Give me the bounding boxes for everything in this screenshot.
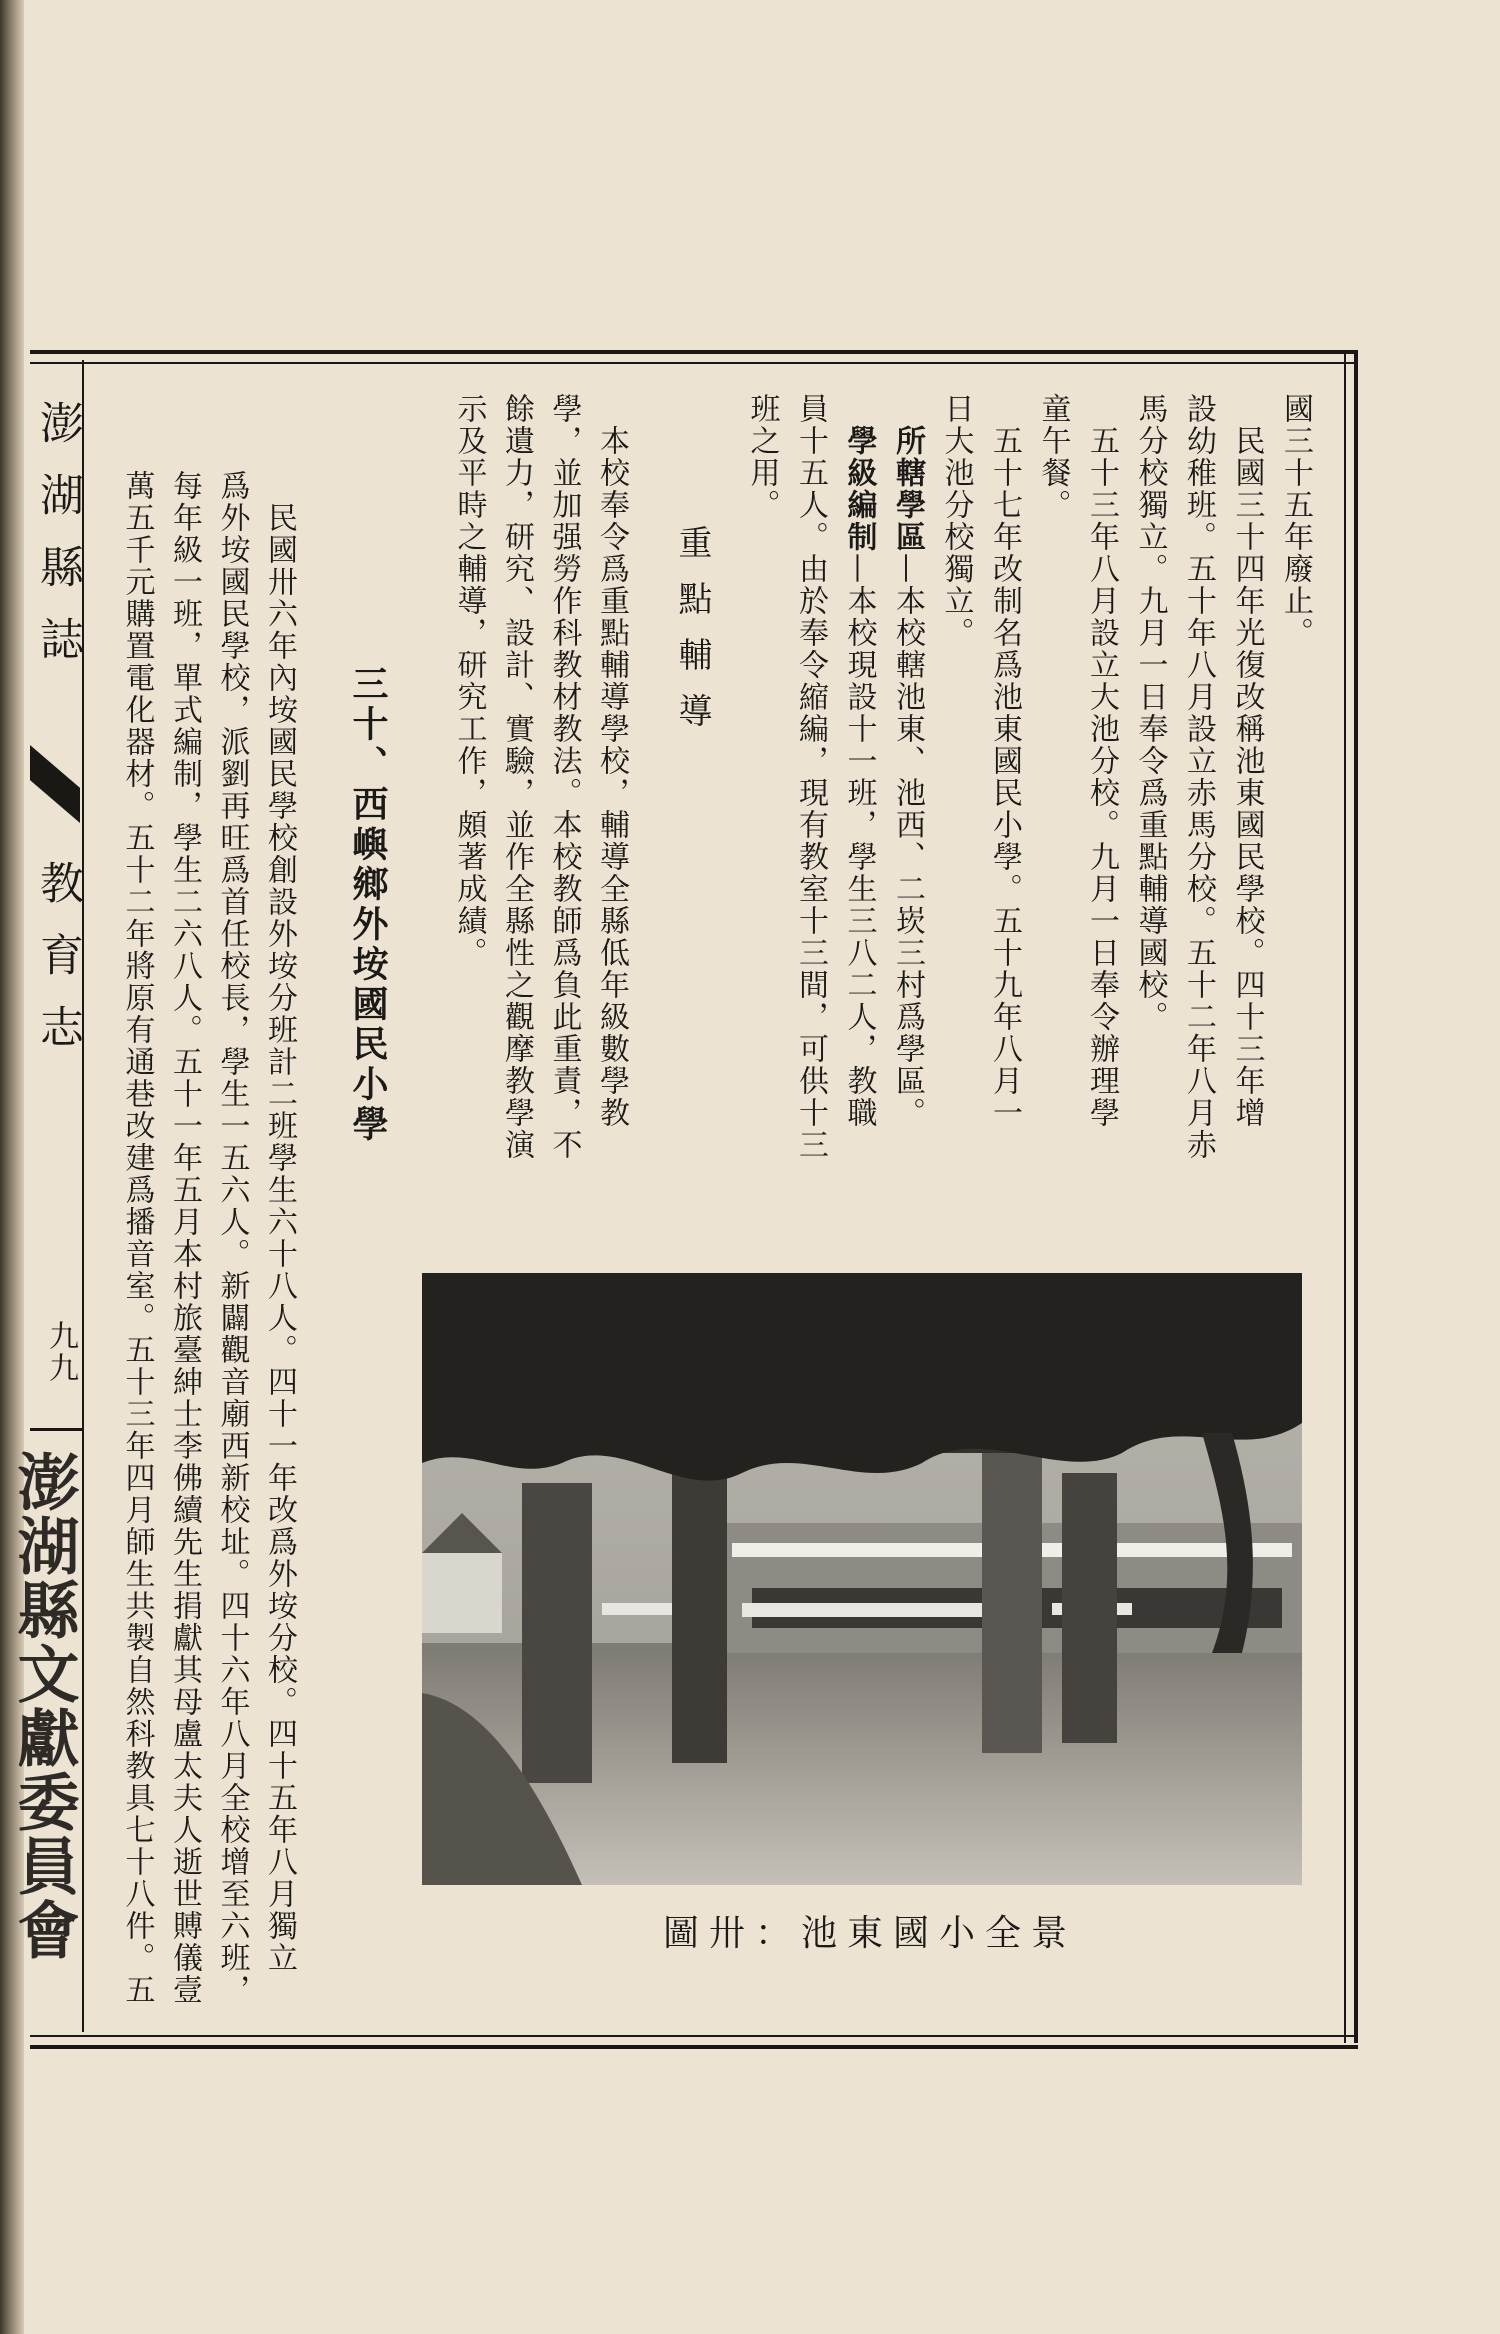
- middle-text-line: [541, 393, 588, 1161]
- section-title: 三十、西嶼鄉外垵國民小學: [347, 665, 389, 1145]
- upper-text-line: [1127, 393, 1174, 1033]
- middle-text-line: [493, 393, 540, 1161]
- frame-top-rule: [30, 350, 1358, 364]
- text-line: 五十七年改制名爲池東國民小學。五十九年八月一: [987, 425, 1022, 1129]
- middle-text-line: [588, 425, 635, 1129]
- text-line: 示及平時之輔導，研究工作，頗著成績。: [451, 393, 487, 969]
- text-line: 日大池分校獨立。: [938, 393, 974, 649]
- library-stamp: 澎湖縣文獻委員會: [7, 1450, 80, 1962]
- page-number-rule: [30, 1428, 82, 1431]
- upper-text-line: [1030, 393, 1077, 521]
- running-head-section: 教育志: [32, 860, 83, 1076]
- text-line: —本校現設十一班，學生三八二人，教職: [841, 553, 877, 1129]
- subheading: 重點輔導: [672, 525, 712, 749]
- text-line: 設幼稚班。五十年八月設立赤馬分校。五十二年八月赤: [1181, 393, 1216, 1161]
- text-line: 民國卅六年內垵國民學校創設外垵分班計二班學生六十八人。四十一年改爲外垵分校。四十五年八月獨立: [262, 502, 297, 1974]
- upper-text-line: [836, 425, 883, 1129]
- running-head-title: 澎湖縣誌: [32, 400, 83, 688]
- text-line: 每年級一班，單式編制，學生二六八人。五十一年五月本村旅臺紳士李佛續先生捐獻其母盧太夫人逝世賻儀壹: [167, 470, 202, 2006]
- upper-text-line: [981, 425, 1028, 1129]
- text-line: 馬分校獨立。九月一日奉令爲重點輔導國校。: [1132, 393, 1168, 1033]
- upper-text-line: [1078, 425, 1125, 1129]
- text-line: 爲外垵國民學校，派劉再旺爲首任校長，學生一五六人。新闢觀音廟西新校址。四十六年八月全校增至六班，: [214, 470, 250, 2006]
- text-line: 餘遺力，研究、設計、實驗，並作全縣性之觀摩教學演: [499, 393, 534, 1161]
- upper-text-line: [1272, 393, 1319, 649]
- text-line: 五十三年八月設立大池分校。九月一日奉令辦理學: [1084, 425, 1119, 1129]
- lower-text-line: [209, 470, 256, 2006]
- text-line: 童午餐。: [1035, 393, 1071, 521]
- frame-right-rule: [1344, 350, 1358, 2043]
- frame-bottom-rule: [30, 2035, 1358, 2049]
- subsection-lead: 學級編制: [841, 425, 877, 553]
- book-spine: [0, 0, 24, 2334]
- text-line: 學，並加强勞作科教材教法。本校教師爲負此重責，不: [546, 393, 582, 1161]
- lower-text-line: [256, 502, 303, 1974]
- upper-text-line: [1224, 425, 1271, 1129]
- text-line: 國三十五年廢止。: [1278, 393, 1313, 649]
- upper-text-line: [739, 393, 786, 521]
- running-head-marker: [30, 745, 80, 823]
- text-line: —本校轄池東、池西、二崁三村爲學區。: [890, 553, 925, 1129]
- campus-photo: [422, 1273, 1302, 1885]
- upper-text-line: [1175, 393, 1222, 1161]
- subsection-lead: 所轄學區: [890, 425, 925, 553]
- lower-text-line: [114, 470, 161, 2006]
- text-line: 班之用。: [744, 393, 780, 521]
- text-line: 民國三十四年光復改稱池東國民學校。四十三年增: [1229, 425, 1265, 1129]
- upper-text-line: [787, 393, 834, 1161]
- text-line: 萬五千元購置電化器材。五十二年將原有通巷改建爲播音室。五十三年四月師生共製自然科教具七十八件。五: [119, 470, 155, 2006]
- upper-text-line: [884, 425, 931, 1129]
- text-line: 員十五人。由於奉令縮編，現有教室十三間，可供十三: [793, 393, 828, 1161]
- lower-text-line: [161, 470, 208, 2006]
- page-number: 九九: [43, 1320, 78, 1384]
- campus-photo-image: [422, 1273, 1302, 1885]
- upper-text-line: [933, 393, 980, 649]
- photo-caption: 圖卅：池東國小全景: [662, 1913, 1077, 1954]
- text-line: 本校奉令爲重點輔導學校，輔導全縣低年級數學教: [594, 425, 629, 1129]
- middle-text-line: [446, 393, 493, 969]
